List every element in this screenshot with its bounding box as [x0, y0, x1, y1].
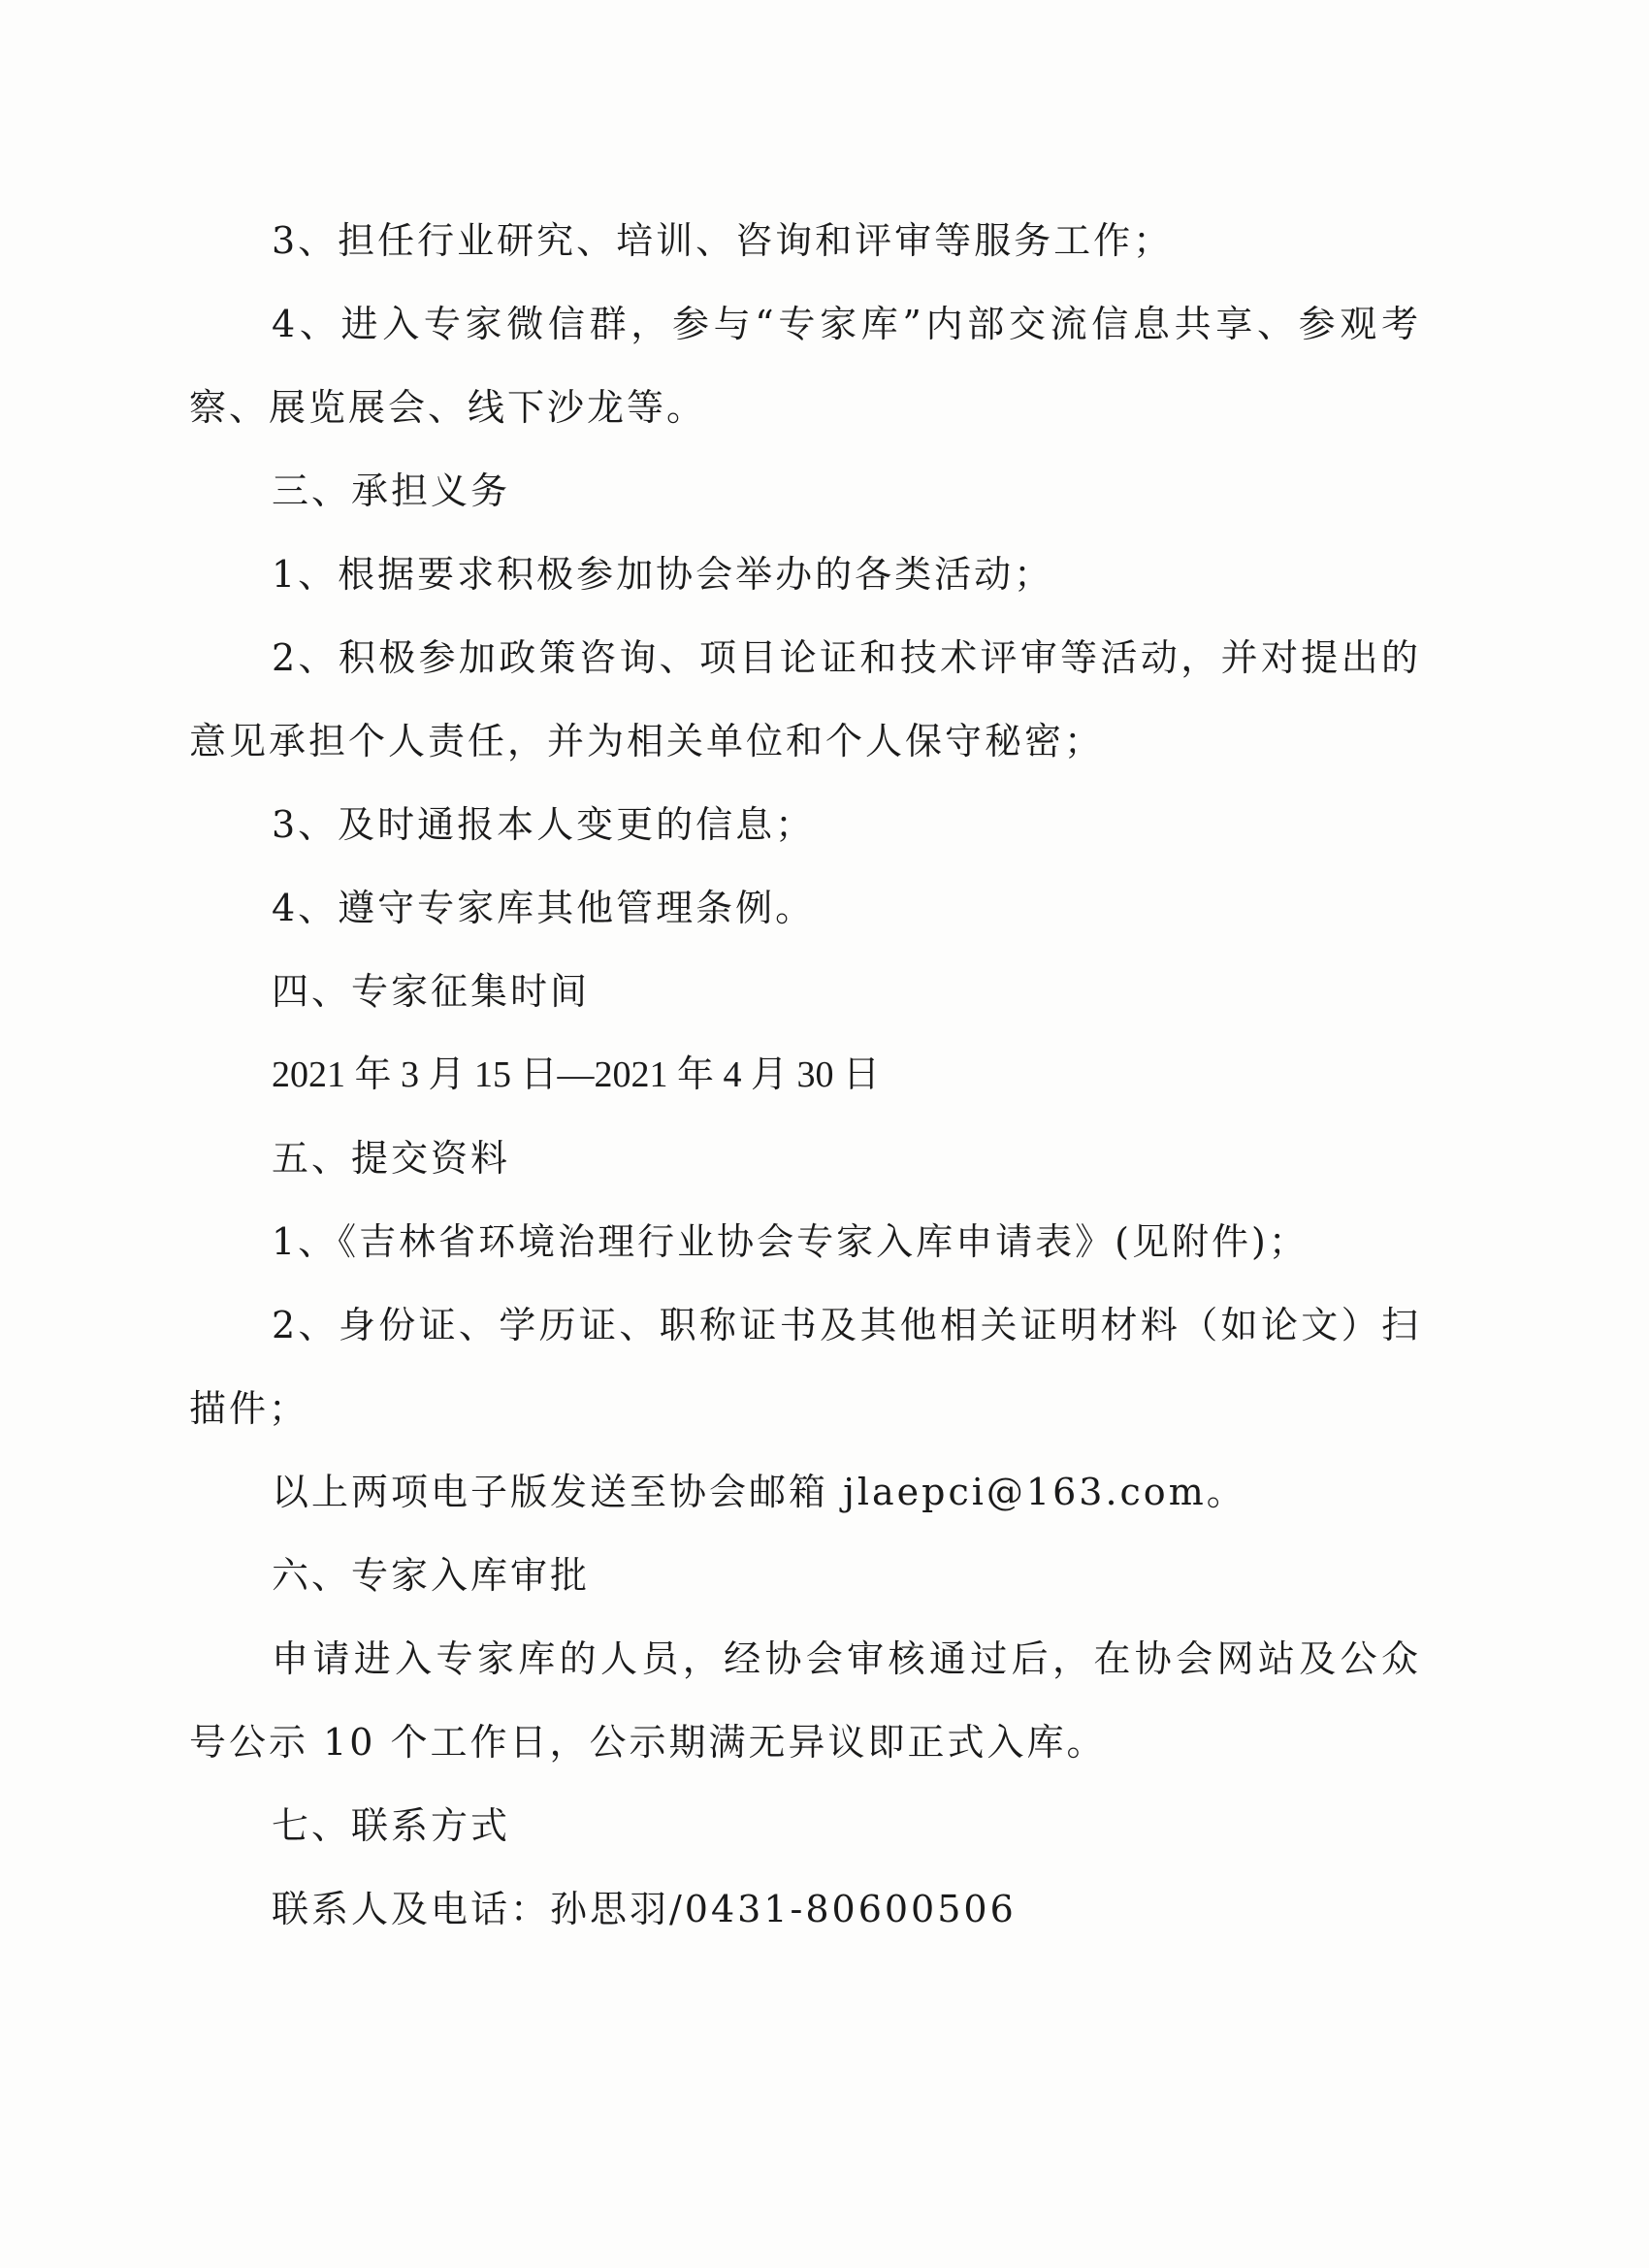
paragraph-email-instruction: 以上两项电子版发送至协会邮箱 jlaepci@163.com。: [272, 1471, 1246, 1513]
section-heading-contact: 七、联系方式: [272, 1804, 511, 1847]
document-body: [189, 199, 1421, 1951]
paragraph-collection-dates: 2021 年 3 月 15 日—2021 年 4 月 30 日: [272, 1054, 881, 1095]
section-heading-obligations: 三、承担义务: [272, 470, 511, 512]
paragraph-obligation-3: 3、及时通报本人变更的信息；: [272, 803, 816, 846]
section-heading-collection-time: 四、专家征集时间: [272, 970, 591, 1013]
paragraph-submission-1: 1、《吉林省环境治理行业协会专家入库申请表》(见附件)；: [272, 1220, 1309, 1263]
paragraph-submission-2-line-1: 2、身份证、学历证、职称证书及其他相关证明材料（如论文）扫: [272, 1304, 1421, 1346]
paragraph-duty-4-line-2: 察、展览展会、线下沙龙等。: [189, 386, 707, 429]
paragraph-obligation-2-line-2: 意见承担个人责任，并为相关单位和个人保守秘密；: [189, 720, 1105, 762]
paragraph-obligation-2-line-1: 2、积极参加政策咨询、项目论证和技术评审等活动，并对提出的: [272, 636, 1421, 679]
paragraph-submission-2-line-2: 描件；: [189, 1387, 309, 1430]
paragraph-approval-line-1: 申请进入专家库的人员，经协会审核通过后，在协会网站及公众: [272, 1637, 1421, 1680]
paragraph-duty-4-line-1: 4、进入专家微信群，参与“专家库”内部交流信息共享、参观考: [272, 303, 1421, 345]
paragraph-obligation-1: 1、根据要求积极参加协会举办的各类活动；: [272, 553, 1054, 596]
paragraph-duty-3: 3、担任行业研究、培训、咨询和评审等服务工作；: [272, 219, 1174, 262]
paragraph-contact-person: 联系人及电话：孙思羽/0431-80600506: [272, 1888, 1017, 1930]
paragraph-obligation-4: 4、遵守专家库其他管理条例。: [272, 887, 816, 929]
section-heading-approval: 六、专家入库审批: [272, 1554, 591, 1597]
section-heading-submission: 五、提交资料: [272, 1137, 511, 1180]
paragraph-approval-line-2: 号公示 10 个工作日，公示期满无异议即正式入库。: [189, 1721, 1107, 1764]
